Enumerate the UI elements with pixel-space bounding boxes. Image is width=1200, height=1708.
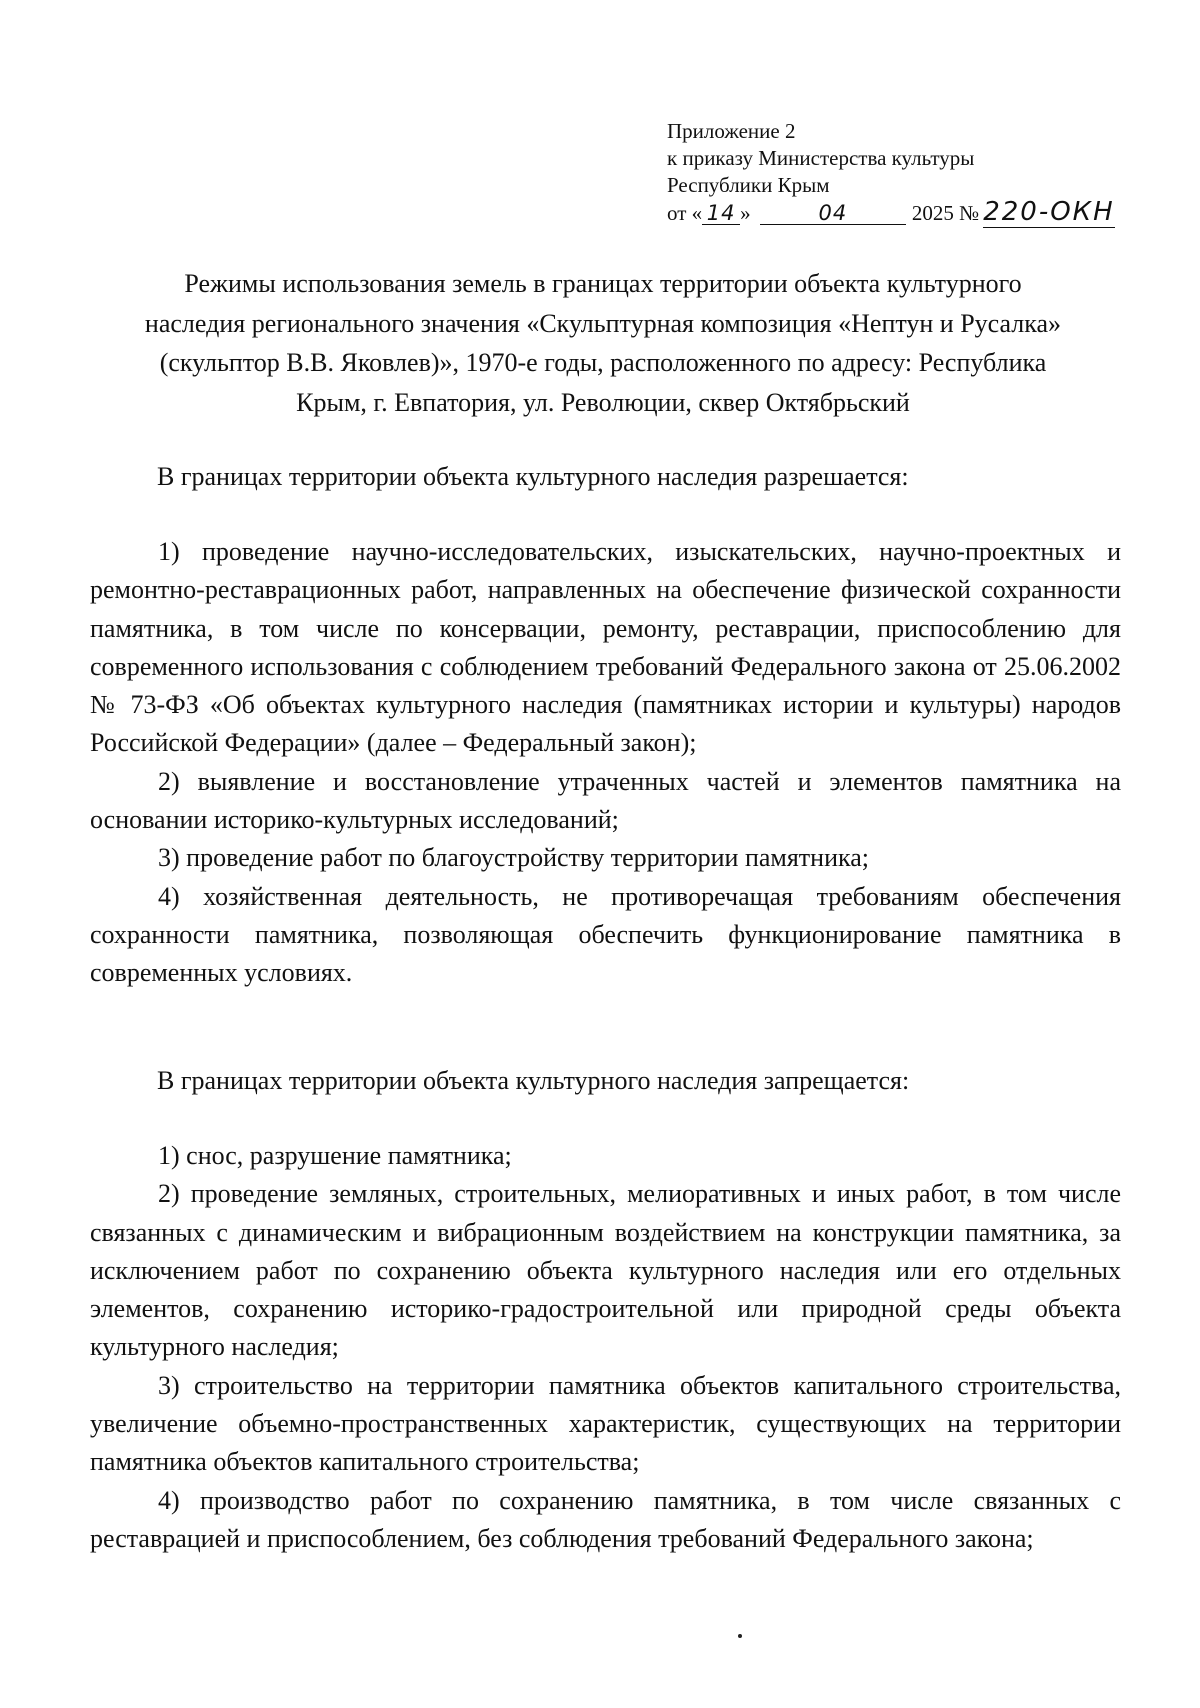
appendix-date-line: [667, 199, 1115, 227]
date-year: 2025 №: [911, 201, 980, 225]
page-mark-dot: [738, 1634, 742, 1638]
allowed-heading: В границах территории объекта культурного наследия разрешается:: [157, 462, 909, 491]
title-line: Режимы использования земель в границах территории объекта культурного: [184, 269, 1022, 298]
forbidden-item: 4) производство работ по сохранению памятника, в том числе связанных с реставрацией и приспособлением, без соблюдения требований Федерального закона;: [90, 1485, 1121, 1553]
date-mid: »: [740, 201, 751, 225]
appendix-number: Приложение 2: [667, 119, 796, 143]
title-line: наследия регионального значения «Скульптурная композиция «Нептун и Русалка»: [144, 308, 1062, 338]
handwritten-day: 14: [702, 202, 740, 225]
allowed-item: 2) выявление и восстановление утраченных частей и элементов памятника на основании историко-культурных исследований;: [90, 766, 1121, 835]
handwritten-order-number: [983, 199, 1114, 226]
appendix-region: Республики Крым: [667, 173, 830, 197]
forbidden-item: 3) строительство на территории памятника объектов капитального строительства, увеличение объемно-пространственных характеристик, существующих на территории памятника объектов капитального строительства;: [90, 1370, 1121, 1477]
date-prefix: от «: [667, 201, 703, 225]
title-line: Крым, г. Евпатория, ул. Революции, сквер Октябрьский: [296, 387, 910, 417]
order-number-text: 220-ОКН: [983, 197, 1115, 227]
forbidden-item: 2) проведение земляных, строительных, мелиоративных и иных работ, в том числе связанных с динамическим и вибрационным воздействием на конструкции памятника, за исключением работ по сохранению объекта культурного наследия или его отдельных элементов, сохранению историко-градостроительной или природной среды объекта культурного наследия;: [90, 1179, 1121, 1362]
appendix-block: [667, 118, 1115, 227]
allowed-item: 4) хозяйственная деятельность, не противоречащая требованиям обеспечения сохранности памятника, позволяющая обеспечить функционирование памятника в современных условиях.: [90, 881, 1121, 988]
allowed-item: 1) проведение научно-исследовательских, изыскательских, научно-проектных и ремонтно-реставрационных работ, направленных на обеспечение физической сохранности памятника, в том числе по консервации, ремонту, реставрации, приспособлению для современного использования с соблюдением требований Федерального закона от 25.06.2002 № 73-ФЗ «Об объектах культурного наследия (памятниках истории и культуры) народов Российской Федерации» (далее – Федеральный закон);: [90, 537, 1121, 758]
handwritten-month: 04: [760, 202, 906, 225]
allowed-item: 3) проведение работ по благоустройству территории памятника;: [158, 843, 870, 873]
allowed-list: [90, 533, 1121, 993]
document-title: [88, 264, 1118, 422]
forbidden-list: [90, 1137, 1121, 1558]
title-line: (скульптор В.В. Яковлев)», 1970-е годы, расположенного по адресу: Республика: [159, 348, 1047, 377]
forbidden-item: 1) снос, разрушение памятника;: [158, 1141, 512, 1170]
forbidden-heading: В границах территории объекта культурного наследия запрещается:: [157, 1066, 910, 1095]
appendix-order-ref: к приказу Министерства культуры: [667, 146, 975, 170]
